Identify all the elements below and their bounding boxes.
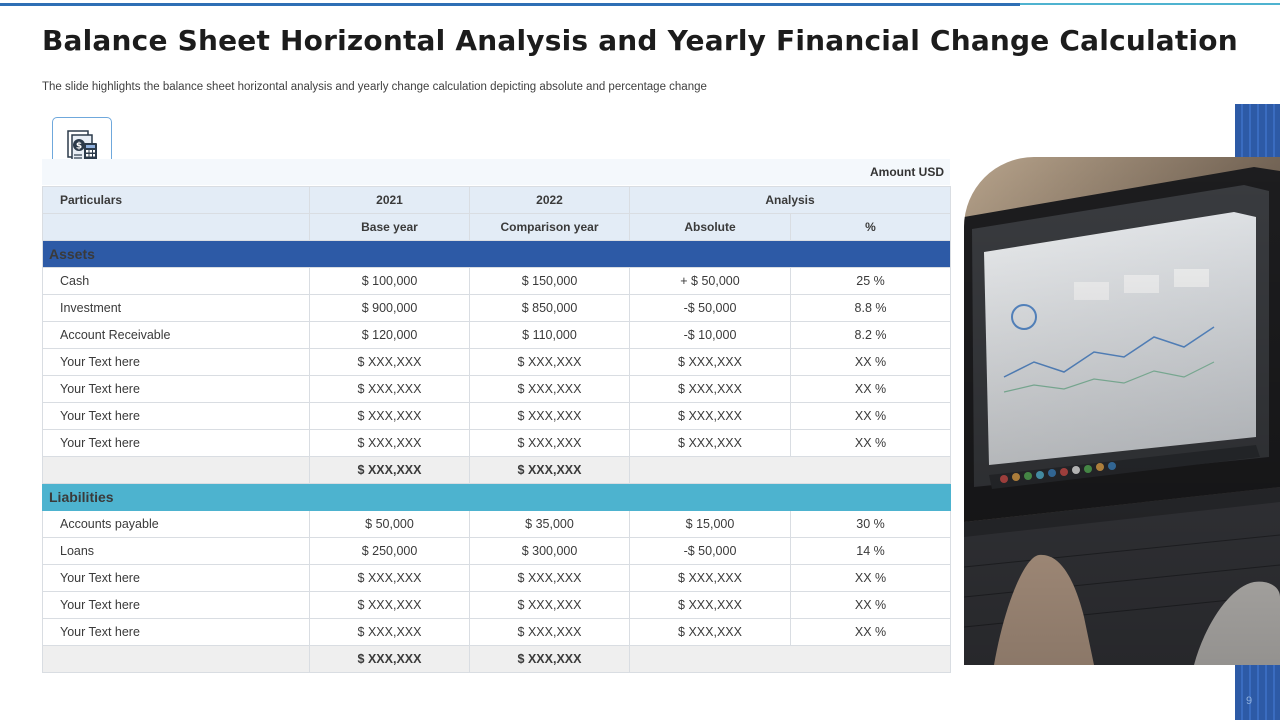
table-row (43, 349, 951, 376)
row-particular: Your Text here (43, 403, 310, 430)
page-number: 9 (1246, 695, 1253, 707)
row-particular: Your Text here (43, 619, 310, 646)
header-comparison-year: Comparison year (470, 214, 630, 241)
row-particular: Your Text here (43, 592, 310, 619)
header-analysis: Analysis (630, 187, 951, 214)
row-2022-value: $ XXX,XXX (470, 592, 630, 619)
table-row (43, 403, 951, 430)
row-2021-value: $ XXX,XXX (310, 403, 470, 430)
row-absolute-change: -$ 50,000 (630, 295, 791, 322)
total-empty (43, 457, 310, 484)
row-2021-value: $ XXX,XXX (310, 430, 470, 457)
header-absolute: Absolute (630, 214, 791, 241)
row-2022-value: $ 110,000 (470, 322, 630, 349)
liabilities-total-row (43, 646, 951, 673)
assets-section-header (43, 241, 951, 268)
row-2022-value: $ XXX,XXX (470, 349, 630, 376)
row-percent-change: XX % (791, 349, 951, 376)
row-2021-value: $ XXX,XXX (310, 565, 470, 592)
table-subheader-row (43, 214, 951, 241)
header-2021: 2021 (310, 187, 470, 214)
assets-total-row (43, 457, 951, 484)
amount-unit-label: Amount USD (42, 159, 950, 185)
table-row (43, 619, 951, 646)
table-row (43, 565, 951, 592)
row-2022-value: $ XXX,XXX (470, 430, 630, 457)
row-particular: Investment (43, 295, 310, 322)
row-particular: Loans (43, 538, 310, 565)
header-empty (43, 214, 310, 241)
row-2022-value: $ 150,000 (470, 268, 630, 295)
liabilities-label: Liabilities (43, 484, 951, 511)
row-percent-change: 30 % (791, 511, 951, 538)
laptop-photo (964, 157, 1280, 665)
row-percent-change: XX % (791, 376, 951, 403)
table-header-row (43, 187, 951, 214)
row-2021-value: $ 250,000 (310, 538, 470, 565)
total-2022-value: $ XXX,XXX (470, 646, 630, 673)
row-2021-value: $ 900,000 (310, 295, 470, 322)
decorative-blue-block (1235, 104, 1280, 157)
row-absolute-change: $ 15,000 (630, 511, 791, 538)
svg-text:$: $ (75, 141, 83, 152)
table-row (43, 295, 951, 322)
total-empty (630, 457, 951, 484)
row-absolute-change: $ XXX,XXX (630, 403, 791, 430)
table-row (43, 592, 951, 619)
row-2022-value: $ 35,000 (470, 511, 630, 538)
assets-label: Assets (43, 241, 951, 268)
row-percent-change: 25 % (791, 268, 951, 295)
top-accent-line-secondary (1020, 3, 1280, 5)
row-absolute-change: $ XXX,XXX (630, 430, 791, 457)
row-particular: Cash (43, 268, 310, 295)
top-accent-line (0, 3, 1020, 6)
row-particular: Your Text here (43, 376, 310, 403)
table-row (43, 322, 951, 349)
row-particular: Account Receivable (43, 322, 310, 349)
row-percent-change: XX % (791, 403, 951, 430)
row-absolute-change: $ XXX,XXX (630, 619, 791, 646)
row-2021-value: $ 120,000 (310, 322, 470, 349)
row-absolute-change: $ XXX,XXX (630, 592, 791, 619)
table-row (43, 376, 951, 403)
balance-sheet-table (42, 186, 951, 673)
table-row (43, 538, 951, 565)
row-2021-value: $ 50,000 (310, 511, 470, 538)
row-2022-value: $ XXX,XXX (470, 403, 630, 430)
row-percent-change: XX % (791, 430, 951, 457)
row-particular: Accounts payable (43, 511, 310, 538)
row-2022-value: $ XXX,XXX (470, 376, 630, 403)
row-percent-change: XX % (791, 619, 951, 646)
row-2021-value: $ XXX,XXX (310, 592, 470, 619)
table-row (43, 430, 951, 457)
row-percent-change: XX % (791, 592, 951, 619)
row-particular: Your Text here (43, 565, 310, 592)
row-percent-change: 8.2 % (791, 322, 951, 349)
total-2021-value: $ XXX,XXX (310, 457, 470, 484)
liabilities-section-header (43, 484, 951, 511)
row-percent-change: 8.8 % (791, 295, 951, 322)
page-subtitle: The slide highlights the balance sheet horizontal analysis and yearly change calculation depicting absolute and percentage change (42, 81, 707, 93)
row-absolute-change: -$ 10,000 (630, 322, 791, 349)
header-percent: % (791, 214, 951, 241)
header-2022: 2022 (470, 187, 630, 214)
page-title: Balance Sheet Horizontal Analysis and Yearly Financial Change Calculation (42, 24, 1238, 57)
row-2021-value: $ 100,000 (310, 268, 470, 295)
row-2022-value: $ 300,000 (470, 538, 630, 565)
row-2021-value: $ XXX,XXX (310, 619, 470, 646)
row-2022-value: $ XXX,XXX (470, 619, 630, 646)
row-absolute-change: $ XXX,XXX (630, 376, 791, 403)
total-empty (630, 646, 951, 673)
total-2022-value: $ XXX,XXX (470, 457, 630, 484)
row-particular: Your Text here (43, 430, 310, 457)
table-row (43, 268, 951, 295)
decorative-blue-block (1235, 665, 1280, 720)
header-particulars: Particulars (43, 187, 310, 214)
table-row (43, 511, 951, 538)
row-2022-value: $ 850,000 (470, 295, 630, 322)
total-2021-value: $ XXX,XXX (310, 646, 470, 673)
row-percent-change: 14 % (791, 538, 951, 565)
row-absolute-change: $ XXX,XXX (630, 349, 791, 376)
total-empty (43, 646, 310, 673)
row-particular: Your Text here (43, 349, 310, 376)
row-2021-value: $ XXX,XXX (310, 349, 470, 376)
row-2021-value: $ XXX,XXX (310, 376, 470, 403)
header-base-year: Base year (310, 214, 470, 241)
row-percent-change: XX % (791, 565, 951, 592)
row-2022-value: $ XXX,XXX (470, 565, 630, 592)
row-absolute-change: + $ 50,000 (630, 268, 791, 295)
row-absolute-change: -$ 50,000 (630, 538, 791, 565)
row-absolute-change: $ XXX,XXX (630, 565, 791, 592)
